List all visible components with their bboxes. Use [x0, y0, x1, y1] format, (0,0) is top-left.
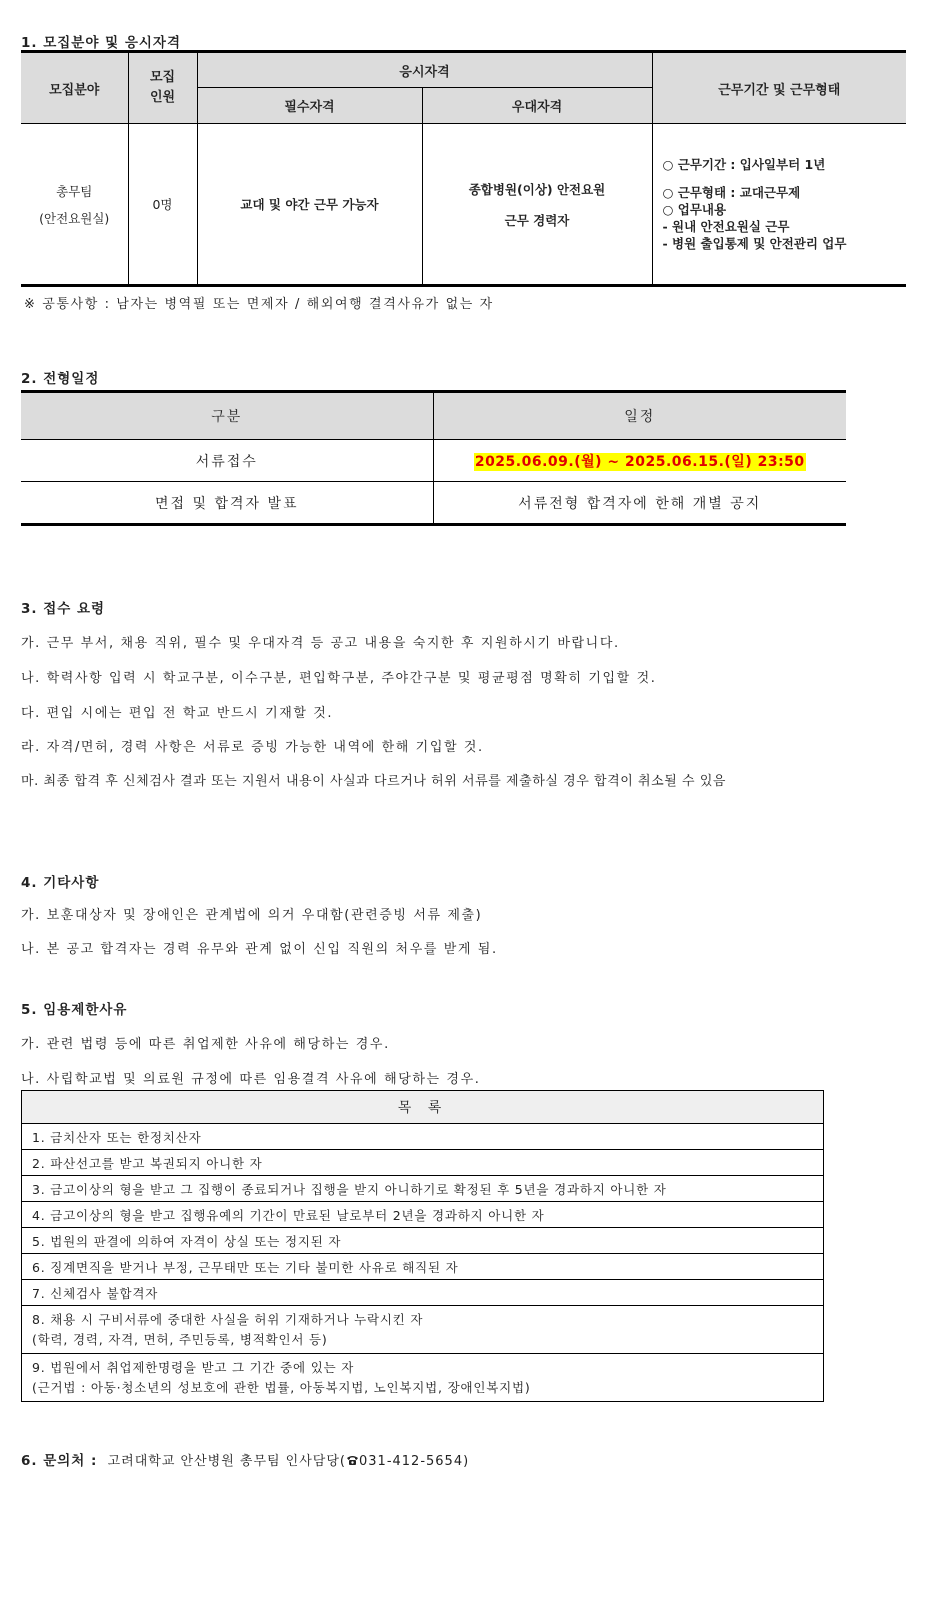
list-item: 라. 자격/면허, 경력 사항은 서류로 증빙 가능한 내역에 한해 기입할 것. [21, 740, 484, 755]
common-note: ※ 공통사항 : 남자는 병역필 또는 면제자 / 해외여행 결격사유가 없는 자 [24, 297, 494, 312]
header-field: 모집분야 [21, 52, 128, 124]
header-count: 모집 인원 [128, 52, 197, 124]
list-item: 마. 최종 합격 후 신체검사 결과 또는 지원서 내용이 사실과 다르거나 허위 서류를 제출하실 경우 합격이 취소될 수 있음 [21, 774, 727, 789]
section-4-title: 4. 기타사항 [21, 875, 100, 891]
contact-line [21, 1449, 470, 1470]
table-row: 7. 신체검사 불합격자 [22, 1280, 824, 1306]
header-category: 구분 [21, 392, 433, 440]
row-line: (학력, 경력, 자격, 면허, 주민등록, 병적확인서 등) [32, 1331, 328, 1347]
table-row: 3. 금고이상의 형을 받고 그 집행이 종료되거나 집행을 받지 아니하기로 확정된 후 5년을 경과하지 아니한 자 [22, 1176, 824, 1202]
table-row: 5. 법원의 판결에 의하여 자격이 상실 또는 정지된 자 [22, 1228, 824, 1254]
table-row [21, 124, 906, 286]
table-row [21, 440, 846, 482]
list-item: 나. 본 공고 합격자는 경력 유무와 관계 없이 신입 직원의 처우를 받게 됨. [21, 942, 498, 957]
header-period: 근무기간 및 근무형태 [652, 52, 906, 124]
period-line: ○ 업무내용 [662, 202, 727, 217]
row-line: (근거법 : 아동·청소년의 성보호에 관한 법률, 아동복지법, 노인복지법, 장애인복지법) [32, 1379, 531, 1395]
contact-suffix: ) [463, 1454, 470, 1469]
contact-text: 고려대학교 안산병원 총무팀 인사담당( [107, 1454, 346, 1469]
header-schedule: 일정 [433, 392, 846, 440]
period-line: ○ 근무기간 : 입사일부터 1년 [662, 157, 826, 172]
cell-required: 교대 및 야간 근무 가능자 [197, 124, 422, 286]
section-5-title: 5. 임용제한사유 [21, 1002, 128, 1018]
phone-icon [346, 1455, 359, 1470]
list-item: 가. 관련 법령 등에 따른 취업제한 사유에 해당하는 경우. [21, 1037, 390, 1052]
section-2-title: 2. 전형일정 [21, 371, 100, 387]
row-line: 9. 법원에서 취업제한명령을 받고 그 기간 중에 있는 자 [32, 1359, 355, 1375]
list-item: 나. 사립학교법 및 의료원 규정에 따른 임용결격 사유에 해당하는 경우. [21, 1072, 481, 1087]
period-line: ○ 근무형태 : 교대근무제 [662, 185, 801, 200]
cell-period [652, 124, 906, 286]
schedule-label: 면접 및 합격자 발표 [21, 482, 433, 525]
cell-count: 0명 [128, 124, 197, 286]
cell-preferred [422, 124, 652, 286]
cell-field [21, 124, 128, 286]
list-item: 가. 근무 부서, 채용 직위, 필수 및 우대자격 등 공고 내용을 숙지한 후 지원하시기 바랍니다. [21, 636, 620, 651]
section-6-title: 6. 문의처 : [21, 1453, 98, 1469]
table-row: 2. 파산선고를 받고 복권되지 아니한 자 [22, 1150, 824, 1176]
table-row [21, 482, 846, 525]
disqualification-table [21, 1090, 824, 1402]
section-3-title: 3. 접수 요령 [21, 601, 106, 617]
preferred-line: 종합병원(이상) 안전요원 [468, 181, 606, 197]
header-qualification: 응시자격 [197, 52, 652, 88]
table-row: 6. 징계면직을 받거나 부정, 근무태만 또는 기타 불미한 사유로 해직된 자 [22, 1254, 824, 1280]
row-line: 8. 채용 시 구비서류에 중대한 사실을 허위 기재하거나 누락시킨 자 [32, 1311, 424, 1327]
list-item: 가. 보훈대상자 및 장애인은 관계법에 의거 우대함(관련증빙 서류 제출) [21, 908, 483, 923]
field-name: 총무팀 [56, 183, 93, 199]
table-row [22, 1354, 824, 1402]
contact-phone: 031-412-5654 [359, 1454, 464, 1469]
table-row [22, 1306, 824, 1354]
field-sub: (안전요원실) [39, 210, 110, 226]
list-item: 다. 편입 시에는 편입 전 학교 반드시 기재할 것. [21, 706, 334, 721]
recruitment-table [21, 50, 906, 287]
header-required: 필수자격 [197, 88, 422, 124]
schedule-value: 서류전형 합격자에 한해 개별 공지 [433, 482, 846, 525]
schedule-table [21, 390, 846, 526]
table-row: 1. 금치산자 또는 한정치산자 [22, 1124, 824, 1150]
section-1-title: 1. 모집분야 및 응시자격 [21, 35, 181, 51]
header-preferred: 우대자격 [422, 88, 652, 124]
schedule-date-highlight: 2025.06.09.(월) ~ 2025.06.15.(일) 23:50 [474, 453, 805, 470]
preferred-line: 근무 경력자 [504, 212, 570, 228]
period-line: - 병원 출입통제 및 안전관리 업무 [662, 236, 847, 251]
schedule-label: 서류접수 [21, 440, 433, 482]
period-line: - 원내 안전요원실 근무 [662, 219, 790, 234]
table-row: 4. 금고이상의 형을 받고 집행유예의 기간이 만료된 날로부터 2년을 경과하지 아니한 자 [22, 1202, 824, 1228]
list-header: 목 록 [22, 1091, 824, 1124]
list-item: 나. 학력사항 입력 시 학교구분, 이수구분, 편입학구분, 주야간구분 및 평균평점 명확히 기입할 것. [21, 671, 657, 686]
